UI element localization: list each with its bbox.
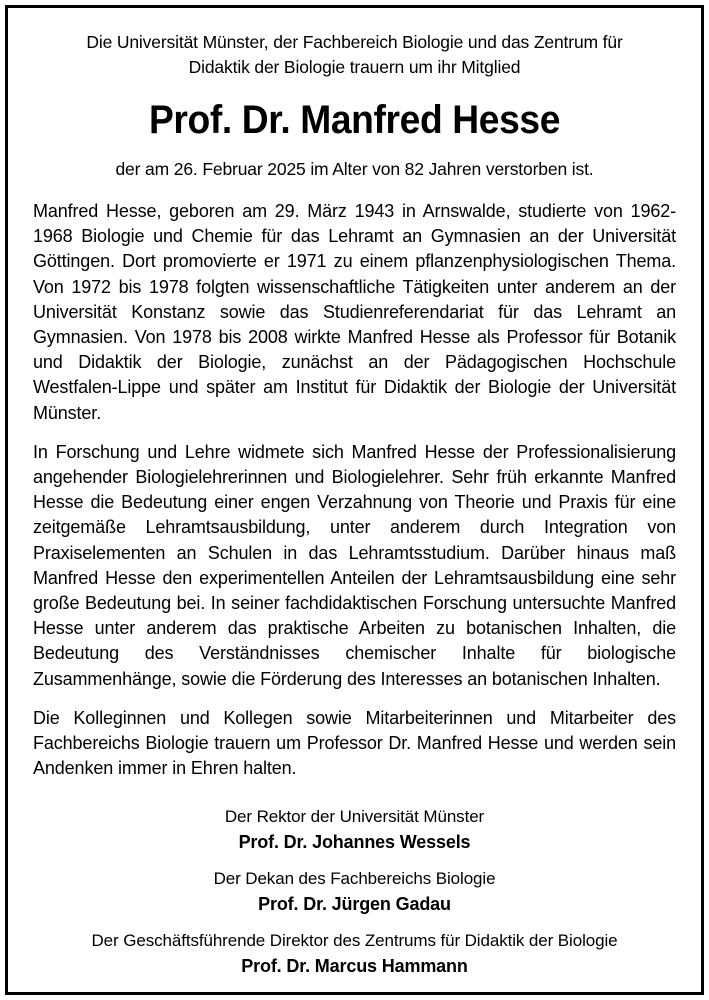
signatory-entry bbox=[33, 866, 676, 917]
signatory-name: Prof. Dr. Johannes Wessels bbox=[238, 832, 471, 853]
obituary-paragraph: In Forschung und Lehre widmete sich Manfred Hesse der Professionalisierung angehender Biologielehrerinnen und Biologielehrer. Sehr früh erkannte Manfred Hesse die Bedeutung einer engen Verzahnung von Theorie und Praxis für eine zeitgemäße Lehramtsausbildung, unter anderem durch Integration von Praxiselementen an Schulen in das Lehramtsstudium. Darüber hinaus maß Manfred Hesse den experimentellen Anteilen der Lehramtsausbildung eine sehr große Bedeutung bei. In seiner fachdidaktischen Forschung untersuchte Manfred Hesse unter anderem das praktische Arbeiten zu botanischen Inhalten, die Bedeutung des Verständnisses chemischer Inhalte für biologische Zusammenhänge, sowie die Förderung des Interesses an botanischen Inhalten. bbox=[33, 441, 676, 689]
announcement-intro-line-1: Die Universität Münster, der Fachbereich Biologie und das Zentrum für bbox=[86, 32, 623, 52]
deceased-name: Prof. Dr. Manfred Hesse bbox=[148, 98, 561, 142]
death-date-line: der am 26. Februar 2025 im Alter von 82 Jahren verstorben ist. bbox=[115, 159, 594, 179]
announcement-intro bbox=[39, 30, 670, 80]
signatory-role: Der Dekan des Fachbereichs Biologie bbox=[213, 869, 496, 889]
signatory-name: Prof. Dr. Jürgen Gadau bbox=[258, 894, 451, 915]
obituary-paragraph: Die Kolleginnen und Kollegen sowie Mitarbeiterinnen und Mitarbeiter des Fachbereichs Biologie trauern um Professor Dr. Manfred Hesse und werden sein Andenken immer in Ehren halten. bbox=[33, 707, 676, 779]
obituary-content bbox=[8, 8, 701, 992]
signatory-role: Der Geschäftsführende Direktor des Zentrums für Didaktik der Biologie bbox=[91, 931, 618, 951]
signatory-list bbox=[33, 804, 676, 979]
obituary-body bbox=[33, 199, 676, 781]
signatory-entry bbox=[33, 928, 676, 979]
announcement-intro-line-2: Didaktik der Biologie trauern um ihr Mitglied bbox=[188, 57, 521, 77]
obituary-notice-frame bbox=[5, 5, 704, 995]
signatory-role: Der Rektor der Universität Münster bbox=[224, 807, 485, 827]
obituary-paragraph: Manfred Hesse, geboren am 29. März 1943 in Arnswalde, studierte von 1962-1968 Biologie und Chemie für das Lehramt an Gymnasien an der Universität Göttingen. Dort promovierte er 1971 zu einem pflanzenphysiologischen Thema. Von 1972 bis 1978 folgten wissenschaftliche Tätigkeiten unter anderem an der Universität Konstanz sowie das Studienreferendariat für das Lehramt an Gymnasien. Von 1978 bis 2008 wirkte Manfred Hesse als Professor für Botanik und Didaktik der Biologie, zunächst an der Pädagogischen Hochschule Westfalen-Lippe und später am Institut für Didaktik der Biologie der Universität Münster. bbox=[33, 201, 676, 423]
signatory-name: Prof. Dr. Marcus Hammann bbox=[241, 956, 468, 977]
signatory-entry bbox=[33, 804, 676, 855]
